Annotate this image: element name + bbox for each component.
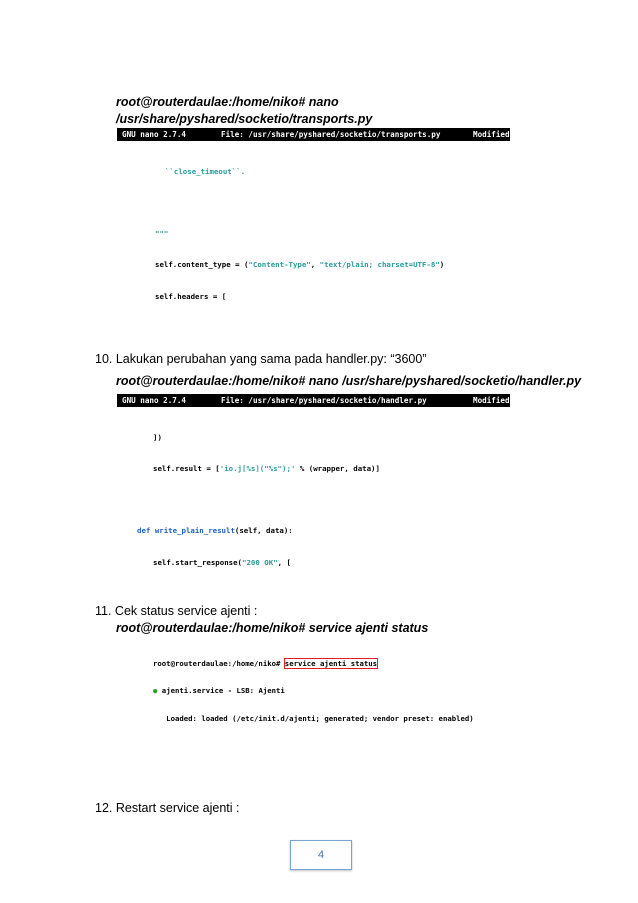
highlight-service-command: service ajenti status [284,658,378,668]
page-number-label: 4 [317,849,325,861]
command-nano-transports-line1: root@routerdaulae:/home/niko# nano [116,95,339,109]
code-line: ]) [153,432,162,442]
code-line: ``close_timeout``. [165,166,246,176]
code-line: self.result = ['io.j[%s]("%s");' % (wrapper, data)] [153,464,380,474]
nano-file-path: File: /usr/share/pyshared/socketio/transports.py [221,130,441,139]
terminal-line: root@routerdaulae:/home/niko# service ajenti status [153,658,378,668]
terminal-status-screenshot [145,637,521,740]
nano-transports-screenshot [117,128,510,318]
code-block-transports [117,141,510,318]
nano-modified-flag: Modified [473,396,510,405]
command-service-status: root@routerdaulae:/home/niko# service ajenti status [116,621,429,635]
code-block-handler [117,407,510,569]
nano-file-path: File: /usr/share/pyshared/socketio/handler.py [221,396,427,405]
nano-version: GNU nano 2.7.4 [122,396,187,405]
nano-title-bar [117,394,510,407]
terminal-line: Loaded: loaded (/etc/init.d/ajenti; generated; vendor preset: enabled) [153,714,474,724]
code-line: self.content_type = ("Content-Type", "text/plain; charset=UTF-8") [155,260,445,270]
terminal-line: ● ajenti.service - LSB: Ajenti [153,686,285,696]
command-nano-handler: root@routerdaulae:/home/niko# nano /usr/share/pyshared/socketio/handler.py [116,374,582,388]
code-line: def write_plain_result(self, data): [137,526,293,536]
step-10-text: 10. Lakukan perubahan yang sama pada handler.py: “3600” [95,352,427,366]
status-dot-icon: ● [153,686,162,696]
nano-modified-flag: Modified [473,130,510,139]
nano-handler-screenshot [117,394,510,569]
command-nano-transports-line2: /usr/share/pyshared/socketio/transports.py [116,112,373,126]
code-line: """ [155,229,169,239]
nano-version: GNU nano 2.7.4 [122,130,187,139]
page-number [290,840,352,870]
step-11-text: 11. Cek status service ajenti : [95,604,258,618]
step-12-text: 12. Restart service ajenti : [95,801,240,815]
code-line: self.start_response("200 OK", [ [153,557,291,567]
code-line: self.headers = [ [155,291,227,301]
nano-title-bar [117,128,510,141]
